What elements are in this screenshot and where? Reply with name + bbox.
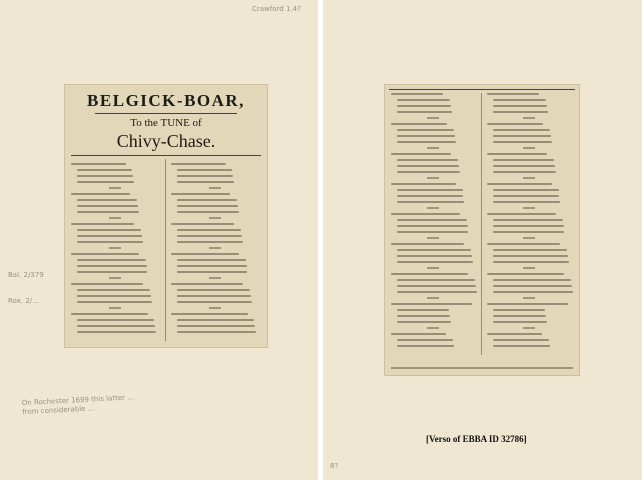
verse-line [487,153,547,155]
verse-line [171,253,239,255]
stanza-number [209,277,221,279]
verse-line [397,195,463,197]
verse-line [177,229,241,231]
verse-line [397,171,460,173]
verse-line [77,229,141,231]
verse-line [177,289,250,291]
verse-line [493,195,559,197]
verse-line [171,283,243,285]
verse-line [177,325,255,327]
pencil-bottom-note: On Rochester 1699 this latter ... from considerable ... [21,393,135,417]
verse-line [77,295,151,297]
pencil-note-2: Rox. 2/... [8,297,39,305]
broadside-sheet-recto [64,84,268,348]
verse-line [397,225,468,227]
verse-line [391,243,464,245]
verse-line [77,271,147,273]
verse-line [397,309,449,311]
verse-line [397,99,450,101]
stanza-number [523,297,535,299]
corner-pencil-note: 8? [330,462,339,470]
verse-line [391,303,472,305]
verse-line [493,105,547,107]
verse-line [397,105,451,107]
verse-line [77,169,132,171]
verse-line [391,273,468,275]
verse-line [77,235,142,237]
verse-line [397,111,452,113]
verso-label: [Verso of EBBA ID 32786] [426,434,527,444]
tune-line: To the TUNE of [130,117,202,129]
verse-line [77,199,137,201]
column-divider [481,93,482,355]
verse-line [487,183,552,185]
verse-line [71,283,143,285]
verse-line [391,153,451,155]
stanza-number [109,187,121,189]
verse-line [397,165,459,167]
stanza-number [427,177,439,179]
verse-line [71,163,126,165]
verse-column-right [487,93,571,351]
stanza-number [427,117,439,119]
verse-line [391,123,447,125]
stanza-number [209,217,221,219]
verse-line [493,141,552,143]
verse-line [77,211,139,213]
verse-line [493,315,546,317]
verse-line [493,309,545,311]
verse-line [397,141,456,143]
verse-line [493,111,548,113]
verse-line [397,135,455,137]
verse-line [487,303,568,305]
verse-line [493,135,551,137]
verse-line [397,345,454,347]
broadside-sheet-verso [384,84,580,376]
ballad-title: BELGICK-BOAR, [87,91,245,110]
verse-line [177,175,233,177]
verse-line [493,219,563,221]
verse-line [397,219,467,221]
verse-line [177,169,232,171]
verse-line [77,241,143,243]
verse-line [397,189,463,191]
pencil-shelfmark: Crawford 1.4? [252,5,301,13]
verse-line [487,213,556,215]
verse-line [171,313,248,315]
verse-line [71,223,134,225]
stanza-number [523,267,535,269]
verse-line [493,261,569,263]
stanza-number [523,237,535,239]
verse-line [77,325,155,327]
verse-line [77,301,152,303]
stanza-number [109,277,121,279]
verse-line [493,165,555,167]
imprint-line [391,367,573,369]
verse-line [397,315,450,317]
verse-line [177,199,237,201]
verse-column-left [391,93,475,351]
verse-line [177,241,243,243]
verse-line [77,265,147,267]
verse-line [71,313,148,315]
verse-line [487,333,542,335]
stanza-number [523,177,535,179]
top-rule [389,89,575,90]
verse-line [493,171,556,173]
stanza-number [109,247,121,249]
verse-line [397,159,458,161]
verse-line [493,189,559,191]
verse-line [493,225,564,227]
stanza-number [523,147,535,149]
verse-line [71,253,139,255]
verse-line [397,255,472,257]
verse-line [397,201,464,203]
verse-line [177,271,247,273]
verse-line [391,213,460,215]
stanza-number [523,207,535,209]
stanza-number [427,147,439,149]
verse-line [177,259,246,261]
verse-line [487,273,564,275]
stanza-number [109,217,121,219]
verse-line [493,321,547,323]
verse-line [487,123,543,125]
verse-line [397,285,476,287]
verse-line [71,193,130,195]
verse-line [177,265,247,267]
verse-line [397,339,453,341]
column-divider [165,159,166,341]
stanza-number [523,327,535,329]
verse-line [177,211,239,213]
verse-line [77,175,133,177]
stanza-number [427,327,439,329]
verse-line [177,331,256,333]
verse-line [493,129,550,131]
stanza-number [427,207,439,209]
verse-line [493,339,549,341]
verse-line [397,279,475,281]
verse-line [171,223,234,225]
stanza-number [109,307,121,309]
verse-line [177,295,251,297]
verse-line [77,259,146,261]
verse-line [493,201,560,203]
verse-line [397,261,473,263]
stanza-number [427,237,439,239]
verse-line [177,235,242,237]
stanza-number [209,247,221,249]
verse-line [397,249,471,251]
verse-line [77,289,150,291]
verse-line [177,319,254,321]
verse-line [397,291,477,293]
verse-line [487,93,539,95]
stanza-number [427,297,439,299]
verse-line [493,279,571,281]
stanza-number [209,187,221,189]
verse-line [397,321,451,323]
verse-line [397,231,468,233]
verse-line [77,181,134,183]
verse-line [493,249,567,251]
verse-line [177,181,234,183]
verse-line [391,333,446,335]
verse-line [391,183,456,185]
verse-line [493,159,554,161]
verse-line [177,301,252,303]
verse-line [397,129,454,131]
verse-line [493,231,564,233]
verse-line [77,331,156,333]
title-rule [95,113,237,114]
pencil-note-1: Bal. 2/379 [8,271,44,279]
verse-line [493,99,546,101]
verse-column-right [171,163,259,337]
tune-name: Chivy-Chase. [116,131,216,151]
verse-line [493,291,573,293]
verse-line [77,205,138,207]
verse-line [493,255,568,257]
verse-line [493,285,572,287]
verse-line [171,193,230,195]
verse-line [391,93,443,95]
stanza-number [523,117,535,119]
verse-line [493,345,550,347]
stanza-number [209,307,221,309]
verse-line [177,205,238,207]
stanza-number [427,267,439,269]
verse-line [77,319,154,321]
header-rule [71,155,261,156]
verse-line [487,243,560,245]
verse-line [171,163,226,165]
verse-column-left [71,163,159,337]
